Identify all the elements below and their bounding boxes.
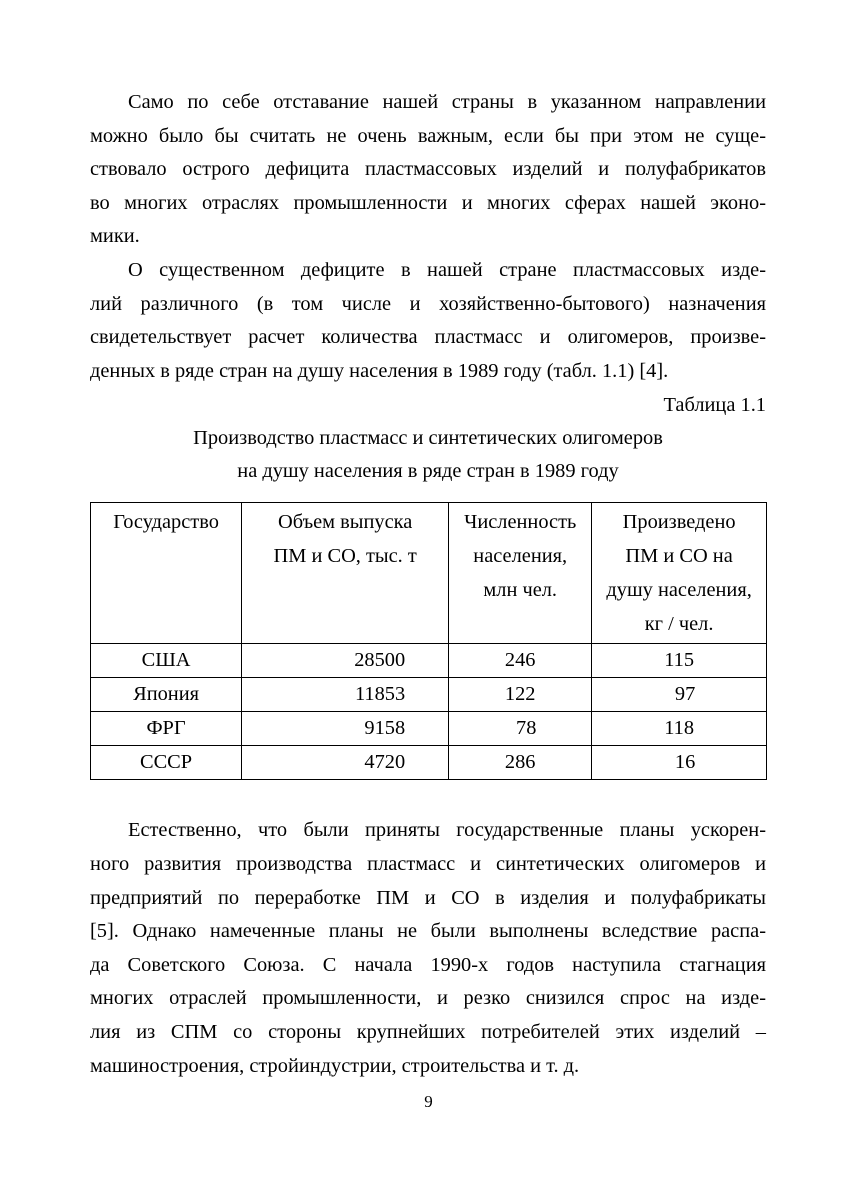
cell-population: 78 [449, 712, 592, 746]
header-text: млн чел. [483, 579, 558, 602]
paragraph-line: лия из СПМ со стороны крупнейших потребителей этих изделий – [90, 1020, 766, 1043]
paragraph-line: многих отраслей промышленности, и резко снизился спрос на изде- [90, 987, 766, 1010]
header-population [449, 503, 592, 644]
paragraph-line: предприятий по переработке ПМ и СО в изделия и полуфабрикаты [90, 886, 766, 909]
table-title-line: Производство пластмасс и синтетических олигомеров [193, 427, 663, 450]
table-title-line: на душу населения в ряде стран в 1989 году [237, 460, 619, 483]
paragraph-line: О существенном дефиците в нашей стране пластмассовых изде- [128, 258, 766, 281]
table-label: Таблица 1.1 [663, 394, 766, 417]
cell-volume: 9158 [242, 712, 449, 746]
paragraph-line: во многих отраслях промышленности и многих сферах нашей эконо- [90, 191, 766, 214]
header-text: Объем выпуска [277, 511, 413, 534]
header-text: ПМ и СО, тыс. т [273, 545, 417, 568]
cell-per-capita: 16 [592, 746, 767, 780]
paragraph-line: Само по себе отставание нашей страны в указанном направлении [128, 91, 766, 113]
header-text: ПМ и СО на [625, 545, 733, 568]
data-table [90, 502, 767, 780]
paragraph-line: можно было бы считать не очень важным, если бы при этом не суще- [90, 124, 766, 147]
paragraph-3 [90, 814, 766, 1083]
header-country [91, 503, 242, 644]
cell-per-capita: 115 [592, 644, 767, 678]
header-text: Численность [464, 511, 577, 534]
header-text: населения, [473, 545, 568, 568]
header-text: Произведено [622, 511, 736, 534]
table-row [91, 746, 767, 780]
header-text: Государство [113, 511, 219, 534]
paragraph-line: машиностроения, стройиндустрии, строительства и т. д. [90, 1054, 580, 1077]
paragraph-line: лий различного (в том числе и хозяйственно-бытового) назначения [90, 292, 766, 315]
table-title [90, 422, 766, 488]
cell-population: 286 [449, 746, 592, 780]
cell-country: СССР [91, 746, 242, 780]
cell-volume: 28500 [242, 644, 449, 678]
cell-per-capita: 97 [592, 678, 767, 712]
header-per-capita [592, 503, 767, 644]
paragraph-line: свидетельствует расчет количества пластмасс и олигомеров, произве- [90, 326, 766, 349]
cell-per-capita: 118 [592, 712, 767, 746]
header-text: кг / чел. [644, 613, 714, 636]
page-number: 9 [424, 1092, 433, 1111]
paragraph-1 [90, 86, 766, 254]
paragraph-line: денных в ряде стран на душу населения в 1989 году (табл. 1.1) [4]. [90, 359, 669, 382]
cell-country: США [91, 644, 242, 678]
paragraph-line: ного развития производства пластмасс и синтетических олигомеров и [90, 852, 766, 875]
page-content [90, 86, 766, 1083]
paragraph-line: мики. [90, 225, 140, 248]
cell-population: 122 [449, 678, 592, 712]
header-volume [242, 503, 449, 644]
cell-population: 246 [449, 644, 592, 678]
table-row [91, 712, 767, 746]
paragraph-line: да Советского Союза. С начала 1990-х годов наступила стагнация [90, 953, 766, 976]
cell-volume: 11853 [242, 678, 449, 712]
cell-country: ФРГ [91, 712, 242, 746]
paragraph-line: [5]. Однако намеченные планы не были выполнены вследствие распа- [90, 920, 766, 943]
table-row [91, 678, 767, 712]
table-row [91, 644, 767, 678]
paragraph-line: ствовало острого дефицита пластмассовых изделий и полуфабрикатов [90, 158, 766, 181]
cell-country: Япония [91, 678, 242, 712]
cell-volume: 4720 [242, 746, 449, 780]
paragraph-2 [90, 254, 766, 388]
header-text: душу населения, [606, 579, 752, 602]
table-header-row [91, 503, 767, 644]
paragraph-line: Естественно, что были приняты государственные планы ускорен- [128, 819, 766, 842]
